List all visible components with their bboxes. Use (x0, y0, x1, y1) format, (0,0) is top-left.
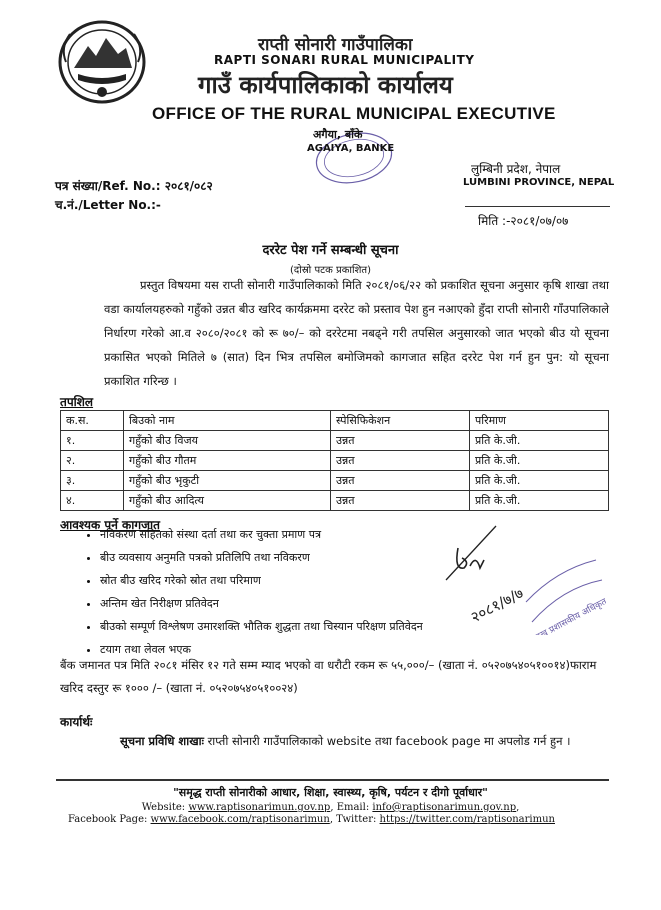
table-header-row (61, 411, 609, 431)
footer-slogan: "समृद्ध राप्ती सोनारीको आधार, शिक्षा, स्वास्थ्य, कृषि, पर्यटन र दीगो पूर्वाधार" (173, 786, 488, 799)
header-quantity: परिमाण (470, 411, 609, 431)
footer-contact: Website: www.raptisonarimun.gov.np, Email: info@raptisonarimun.gov.np, (141, 802, 520, 813)
facebook-label: Facebook Page: (68, 814, 148, 825)
email-label: Email: (336, 802, 370, 813)
action-label: कार्यार्थः (60, 715, 93, 729)
cell-spec: उन्नत (331, 431, 470, 451)
email-link[interactable]: info@raptisonarimun.gov.np (372, 802, 517, 813)
date-rule (465, 206, 610, 207)
table-row (61, 431, 609, 451)
address-np: अगैया, बाँके (313, 128, 363, 141)
it-section-label: सूचना प्रविधि शाखाः (120, 734, 204, 748)
notice-body (104, 273, 609, 393)
footer-social: Facebook Page: www.facebook.com/raptisonarimun, Twitter: https://twitter.com/raptisonarimun (68, 814, 555, 825)
ref-value: २०८१/०८२ (164, 179, 213, 193)
website-label: Website: (141, 802, 186, 813)
it-section-text: राप्ती सोनारी गाउँपालिकाको website तथा facebook page मा अपलोड गर्न हुन । (207, 734, 571, 748)
cell-quantity: प्रति के.जी. (470, 451, 609, 471)
list-item: • अन्तिम खेत निरीक्षण प्रतिवेदन (100, 592, 520, 615)
handwritten-signature (436, 510, 606, 635)
notice-body-text: प्रस्तुत विषयमा यस राप्ती सोनारी गाउँपालिकाको मिति २०८१/०६/२२ को प्रकाशित सूचना अनुसार कृषि शाखा तथा वडा कार्यालयहरुको गहुँको उन्नत बीउ खरिद कार्यक्रममा दररेट को प्रस्ताव पेश हुन नआएको हुँदा राप्ती सोनारी गाँउपालिकाले निर्धारण गरेको आ.व २०८०/२०८१ को रू ७०/– को दररेटमा नबढ्ने गरी तपसिल अनुसारको जात भएको बीउ यो सूचना प्रकासित भएको मितिले ७ (सात) दिन भित्र तपसिल बमोजिमको कागजात सहित दररेट पेश गर्न हुन पुन: यो सूचना प्रकाशित गरिन्छ । (104, 278, 609, 388)
cell-seed-name: गहुँको बीउ आदित्य (124, 491, 331, 511)
office-name-en: OFFICE OF THE RURAL MUNICIPAL EXECUTIVE (152, 104, 556, 123)
deposit-info: बैंक जमानत पत्र मिति २०८१ मंसिर १२ गते सम्म म्याद भएको वा धरौटी रकम रू ५५,०००/– (खाता नं. ०५२०७५४०५१००१४)फाराम खरिद दस्तुर रू १००० /– (खाता नं. ०५२०७५४०५१००२४) (60, 658, 597, 695)
cell-quantity: प्रति के.जी. (470, 491, 609, 511)
municipality-name-np: राप्ती सोनारी गाउँपालिका (258, 35, 413, 55)
header-sn: क.स. (61, 411, 124, 431)
officer-stamp-text: प्रमुख प्रशासकीय अधिकृत (529, 596, 606, 635)
table-title: तपशिल (60, 395, 94, 409)
table-row (61, 471, 609, 491)
documents-title: आवश्यक पर्ने कागजात (60, 518, 160, 532)
list-item: • नविकरण सहितको संस्था दर्ता तथा कर चुक्ता प्रमाण पत्र (100, 523, 520, 546)
list-item: • टयाग तथा लेवल भएक (100, 638, 520, 661)
municipality-name-en: RAPTI SONARI RURAL MUNICIPALITY (214, 53, 475, 67)
cell-seed-name: गहुँको बीउ भृकुटी (124, 471, 331, 491)
letter-date: मिति :-२०८१/०७/०७ (478, 214, 569, 228)
cell-sn: ४. (61, 491, 124, 511)
ref-number (55, 177, 213, 194)
table-row (61, 491, 609, 511)
address-en: AGAIYA, BANKE (307, 143, 395, 154)
signature-date: २०८१/७/७ (467, 583, 527, 627)
notice-subtitle: (दोस्रो पटक प्रकाशित) (290, 265, 371, 276)
table-row (61, 451, 609, 471)
it-section-note (120, 734, 571, 749)
cell-quantity: प्रति के.जी. (470, 471, 609, 491)
cell-seed-name: गहुँको बीउ विजय (124, 431, 331, 451)
municipality-emblem (56, 18, 148, 106)
footer-rule (56, 779, 609, 781)
list-item: • बीउको सम्पूर्ण विश्लेषण उमारशक्ति भौतिक शुद्धता तथा चिस्यान परिक्षण प्रतिवेदन (100, 615, 520, 638)
cell-sn: ३. (61, 471, 124, 491)
signature-block (436, 510, 606, 635)
office-name-np: गाउँ कार्यपालिकाको कार्यालय (198, 71, 453, 99)
letter-number: च.नं./Letter No.:- (55, 198, 161, 212)
seed-table (60, 410, 609, 511)
province-en: LUMBINI PROVINCE, NEPAL (463, 177, 615, 188)
header-seed-name: बिउको नाम (124, 411, 331, 431)
cell-seed-name: गहुँको बीउ गौतम (124, 451, 331, 471)
province-np: लुम्बिनी प्रदेश, नेपाल (471, 162, 561, 176)
facebook-link[interactable]: www.facebook.com/raptisonarimun (150, 814, 330, 825)
cell-sn: १. (61, 431, 124, 451)
header-spec: स्पेसिफिकेशन (331, 411, 470, 431)
twitter-label: Twitter: (336, 814, 377, 825)
cell-spec: उन्नत (331, 451, 470, 471)
website-link[interactable]: www.raptisonarimun.gov.np (188, 802, 331, 813)
twitter-link[interactable]: https://twitter.com/raptisonarimun (379, 814, 555, 825)
ref-label: पत्र संख्या/Ref. No.: (55, 179, 161, 193)
list-item: • स्रोत बीउ खरिद गरेको स्रोत तथा परिमाण (100, 569, 520, 592)
cell-sn: २. (61, 451, 124, 471)
list-item: • बीउ व्यवसाय अनुमति पत्रको प्रतिलिपि तथा नविकरण (100, 546, 520, 569)
cell-quantity: प्रति के.जी. (470, 431, 609, 451)
notice-title: दररेट पेश गर्ने सम्बन्धी सूचना (262, 243, 399, 258)
cell-spec: उन्नत (331, 471, 470, 491)
cell-spec: उन्नत (331, 491, 470, 511)
